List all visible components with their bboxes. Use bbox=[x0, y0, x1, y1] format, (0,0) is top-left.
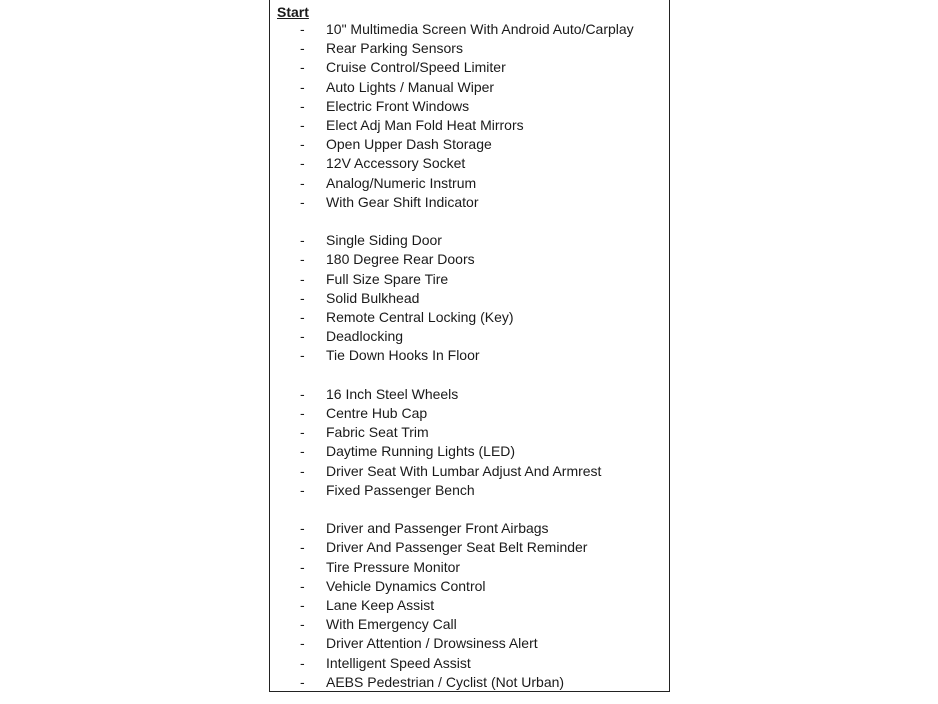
list-bullet: - bbox=[300, 635, 305, 652]
list-bullet: - bbox=[300, 597, 305, 613]
list-bullet: - bbox=[300, 577, 305, 594]
list-item-label: Vehicle Dynamics Control bbox=[326, 577, 486, 594]
list-bullet: - bbox=[300, 558, 305, 575]
list-bullet: - bbox=[300, 520, 305, 537]
list-item-label: AEBS Pedestrian / Cyclist (Not Urban) bbox=[326, 673, 565, 690]
list-bullet: - bbox=[300, 59, 305, 76]
list-item-label: 16 Inch Steel Wheels bbox=[326, 385, 459, 402]
list-bullet: - bbox=[300, 443, 305, 460]
list-bullet: - bbox=[300, 270, 305, 287]
list-bullet: - bbox=[300, 193, 305, 210]
list-item-label: Cruise Control/Speed Limiter bbox=[326, 59, 506, 76]
list-bullet: - bbox=[300, 539, 305, 556]
list-item-label: Deadlocking bbox=[326, 328, 404, 345]
list-item-label: Full Size Spare Tire bbox=[326, 270, 449, 287]
list-bullet: - bbox=[300, 21, 305, 37]
list-bullet: - bbox=[300, 616, 305, 633]
list-item-label: Analog/Numeric Instrum bbox=[326, 174, 477, 191]
list-bullet: - bbox=[300, 232, 305, 249]
list-item-label: Driver Attention / Drowsiness Alert bbox=[326, 635, 538, 652]
list-item-label: Elect Adj Man Fold Heat Mirrors bbox=[326, 117, 524, 133]
list-item-label: Auto Lights / Manual Wiper bbox=[326, 78, 495, 95]
list-bullet: - bbox=[300, 328, 305, 345]
list-bullet: - bbox=[300, 347, 305, 364]
document-page bbox=[269, 0, 670, 692]
list-item-label: Lane Keep Assist bbox=[326, 597, 435, 613]
list-bullet: - bbox=[300, 174, 305, 191]
list-bullet: - bbox=[300, 385, 305, 402]
list-item-label: Driver and Passenger Front Airbags bbox=[326, 520, 549, 537]
list-item-label: Electric Front Windows bbox=[326, 97, 470, 114]
list-bullet: - bbox=[300, 40, 305, 57]
list-item-label: Driver Seat With Lumbar Adjust And Armrest bbox=[326, 462, 602, 479]
list-item-label: 12V Accessory Socket bbox=[326, 155, 466, 172]
list-item-label: Solid Bulkhead bbox=[326, 289, 420, 306]
list-item-label: Tie Down Hooks In Floor bbox=[326, 347, 480, 364]
list-item-label: Single Siding Door bbox=[326, 232, 442, 249]
list-bullet: - bbox=[300, 97, 305, 114]
list-item-label: Fixed Passenger Bench bbox=[326, 481, 475, 498]
list-bullet: - bbox=[300, 117, 305, 133]
list-item-label: With Emergency Call bbox=[326, 616, 457, 633]
list-item-label: Tire Pressure Monitor bbox=[326, 558, 461, 575]
list-item-label: Rear Parking Sensors bbox=[326, 40, 463, 57]
list-item-label: Fabric Seat Trim bbox=[326, 424, 429, 441]
list-bullet: - bbox=[300, 155, 305, 172]
list-item-label: Centre Hub Cap bbox=[326, 405, 428, 421]
list-item-label: Open Upper Dash Storage bbox=[326, 136, 492, 153]
list-bullet: - bbox=[300, 78, 305, 95]
list-item-label: 10" Multimedia Screen With Android Auto/Carplay bbox=[326, 21, 634, 37]
list-bullet: - bbox=[300, 462, 305, 479]
list-bullet: - bbox=[300, 136, 305, 153]
list-item-label: Intelligent Speed Assist bbox=[326, 654, 471, 671]
list-bullet: - bbox=[300, 309, 305, 325]
list-item-label: Remote Central Locking (Key) bbox=[326, 309, 514, 325]
list-item-label: With Gear Shift Indicator bbox=[326, 193, 479, 210]
list-bullet: - bbox=[300, 673, 305, 690]
list-bullet: - bbox=[300, 424, 305, 441]
list-item-label: Driver And Passenger Seat Belt Reminder bbox=[326, 539, 588, 556]
list-bullet: - bbox=[300, 251, 305, 268]
list-item-label: Daytime Running Lights (LED) bbox=[326, 443, 516, 460]
list-item-label: 180 Degree Rear Doors bbox=[326, 251, 475, 268]
document-title: Start bbox=[277, 4, 309, 20]
list-bullet: - bbox=[300, 405, 305, 421]
list-bullet: - bbox=[300, 481, 305, 498]
list-bullet: - bbox=[300, 289, 305, 306]
list-bullet: - bbox=[300, 654, 305, 671]
